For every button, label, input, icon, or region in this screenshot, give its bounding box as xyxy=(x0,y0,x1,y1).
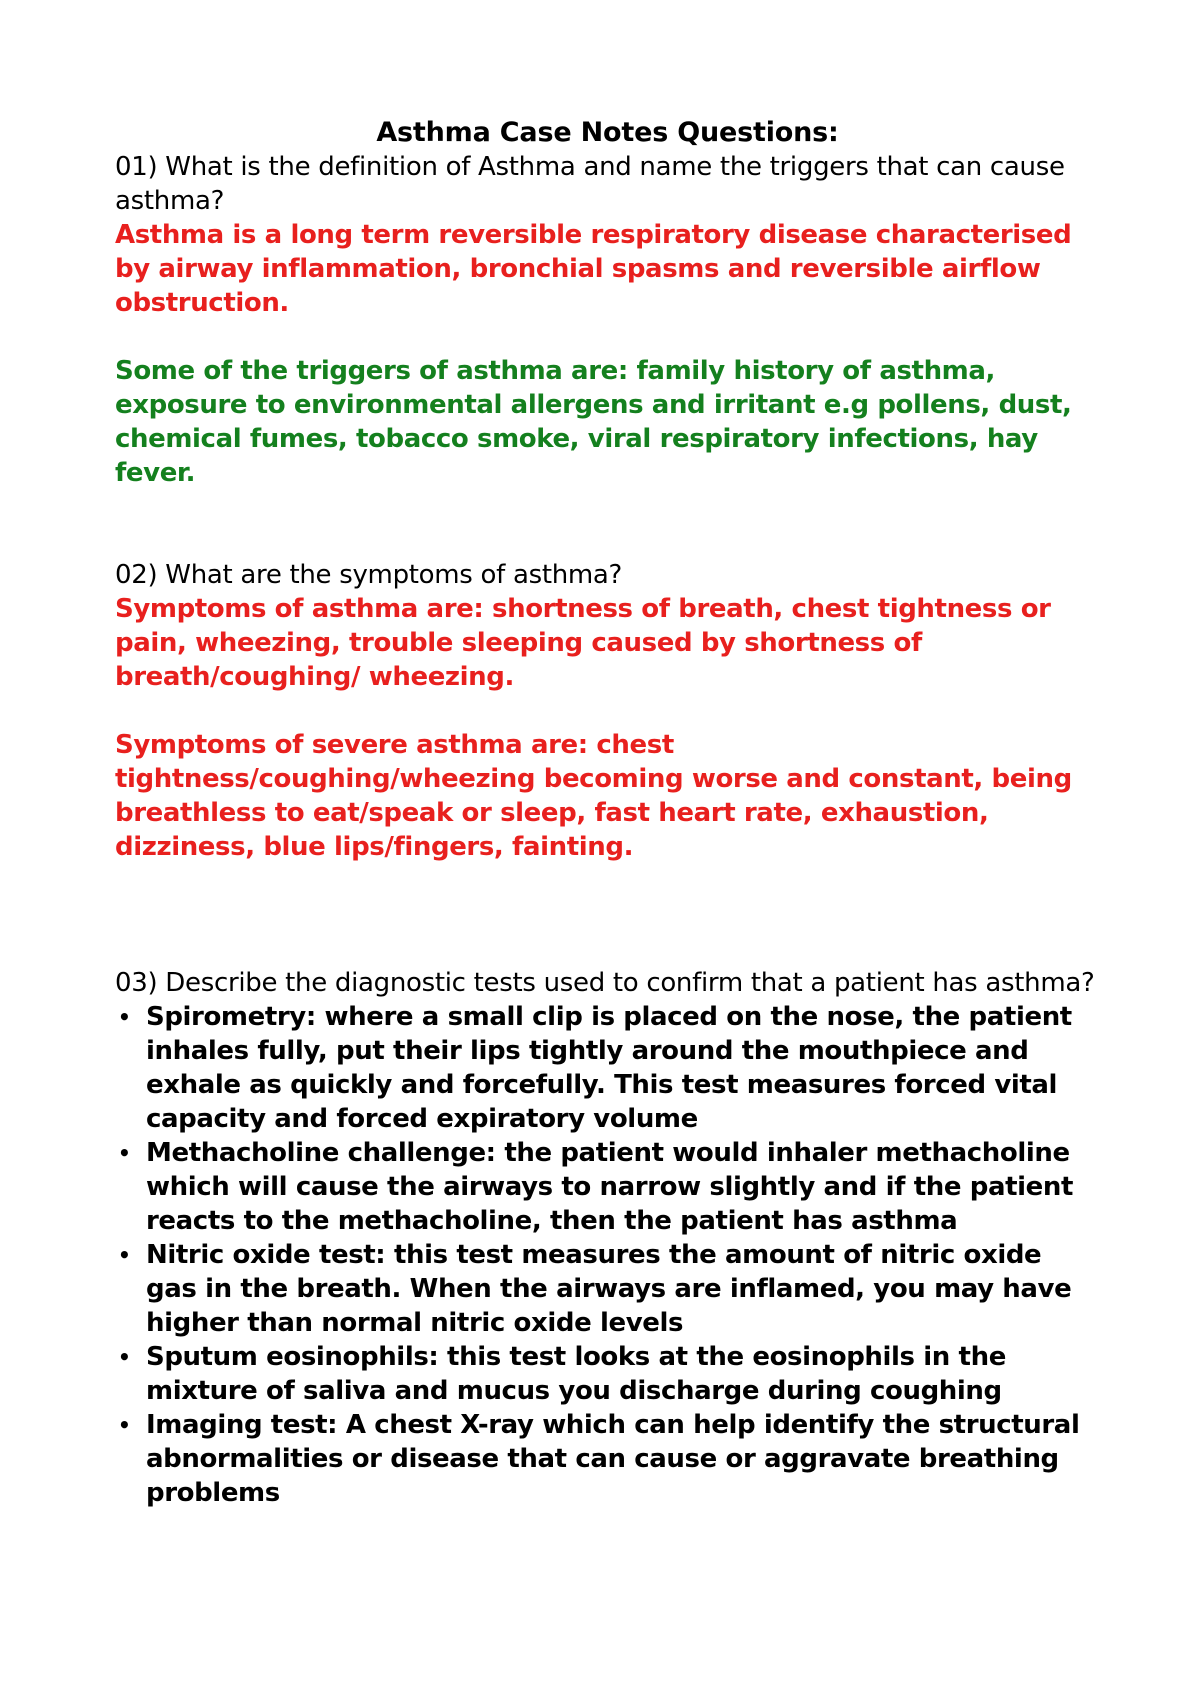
spacer xyxy=(115,864,1100,966)
bullet-icon: • xyxy=(118,1005,131,1029)
list-item xyxy=(115,1238,1100,1340)
test-sputum-eosinophils: Sputum eosinophils: this test looks at the eosinophils in the mixture of saliva and mucus you discharge during coughing xyxy=(146,1342,1006,1406)
answer-1-definition: Asthma is a long term reversible respiratory disease characterised by airway inflammation, bronchial spasms and reversible airflow obstruction. xyxy=(115,220,1072,318)
question-3: 03) Describe the diagnostic tests used to confirm that a patient has asthma? xyxy=(115,968,1095,998)
bullet-icon: • xyxy=(118,1345,131,1369)
bullet-icon: • xyxy=(118,1413,131,1437)
test-nitric-oxide: Nitric oxide test: this test measures the amount of nitric oxide gas in the breath. When the airways are inflamed, you may have higher than normal nitric oxide levels xyxy=(146,1240,1072,1338)
bullet-icon: • xyxy=(118,1243,131,1267)
diagnostic-tests-list xyxy=(115,1000,1100,1510)
question-2: 02) What are the symptoms of asthma? xyxy=(115,560,623,590)
question-1: 01) What is the definition of Asthma and name the triggers that can cause asthma? xyxy=(115,152,1065,216)
list-item xyxy=(115,1408,1100,1510)
bullet-icon: • xyxy=(118,1141,131,1165)
test-methacholine: Methacholine challenge: the patient would inhaler methacholine which will cause the airways to narrow slightly and if the patient reacts to the methacholine, then the patient has asthma xyxy=(146,1138,1074,1236)
document-title: Asthma Case Notes Questions: xyxy=(376,117,839,148)
spacer xyxy=(115,490,1100,558)
test-imaging: Imaging test: A chest X-ray which can help identify the structural abnormalities or disease that can cause or aggravate breathing problems xyxy=(146,1410,1080,1508)
spacer xyxy=(115,694,1100,728)
list-item xyxy=(115,1136,1100,1238)
test-spirometry: Spirometry: where a small clip is placed on the nose, the patient inhales fully, put their lips tightly around the mouthpiece and exhale as quickly and forcefully. This test measures forced vital capacity and forced expiratory volume xyxy=(146,1002,1072,1134)
document-page xyxy=(115,116,1100,1510)
list-item xyxy=(115,1000,1100,1136)
answer-2-severe-symptoms: Symptoms of severe asthma are: chest tightness/coughing/wheezing becoming worse and constant, being breathless to eat/speak or sleep, fast heart rate, exhaustion, dizziness, blue lips/fingers, fainting. xyxy=(115,730,1072,862)
answer-2-symptoms: Symptoms of asthma are: shortness of breath, chest tightness or pain, wheezing, trouble sleeping caused by shortness of breath/coughing/ wheezing. xyxy=(115,594,1051,692)
list-item xyxy=(115,1340,1100,1408)
spacer xyxy=(115,320,1100,354)
answer-1-triggers: Some of the triggers of asthma are: family history of asthma, exposure to environmental allergens and irritant e.g pollens, dust, chemical fumes, tobacco smoke, viral respiratory infections, hay fever. xyxy=(115,356,1072,488)
